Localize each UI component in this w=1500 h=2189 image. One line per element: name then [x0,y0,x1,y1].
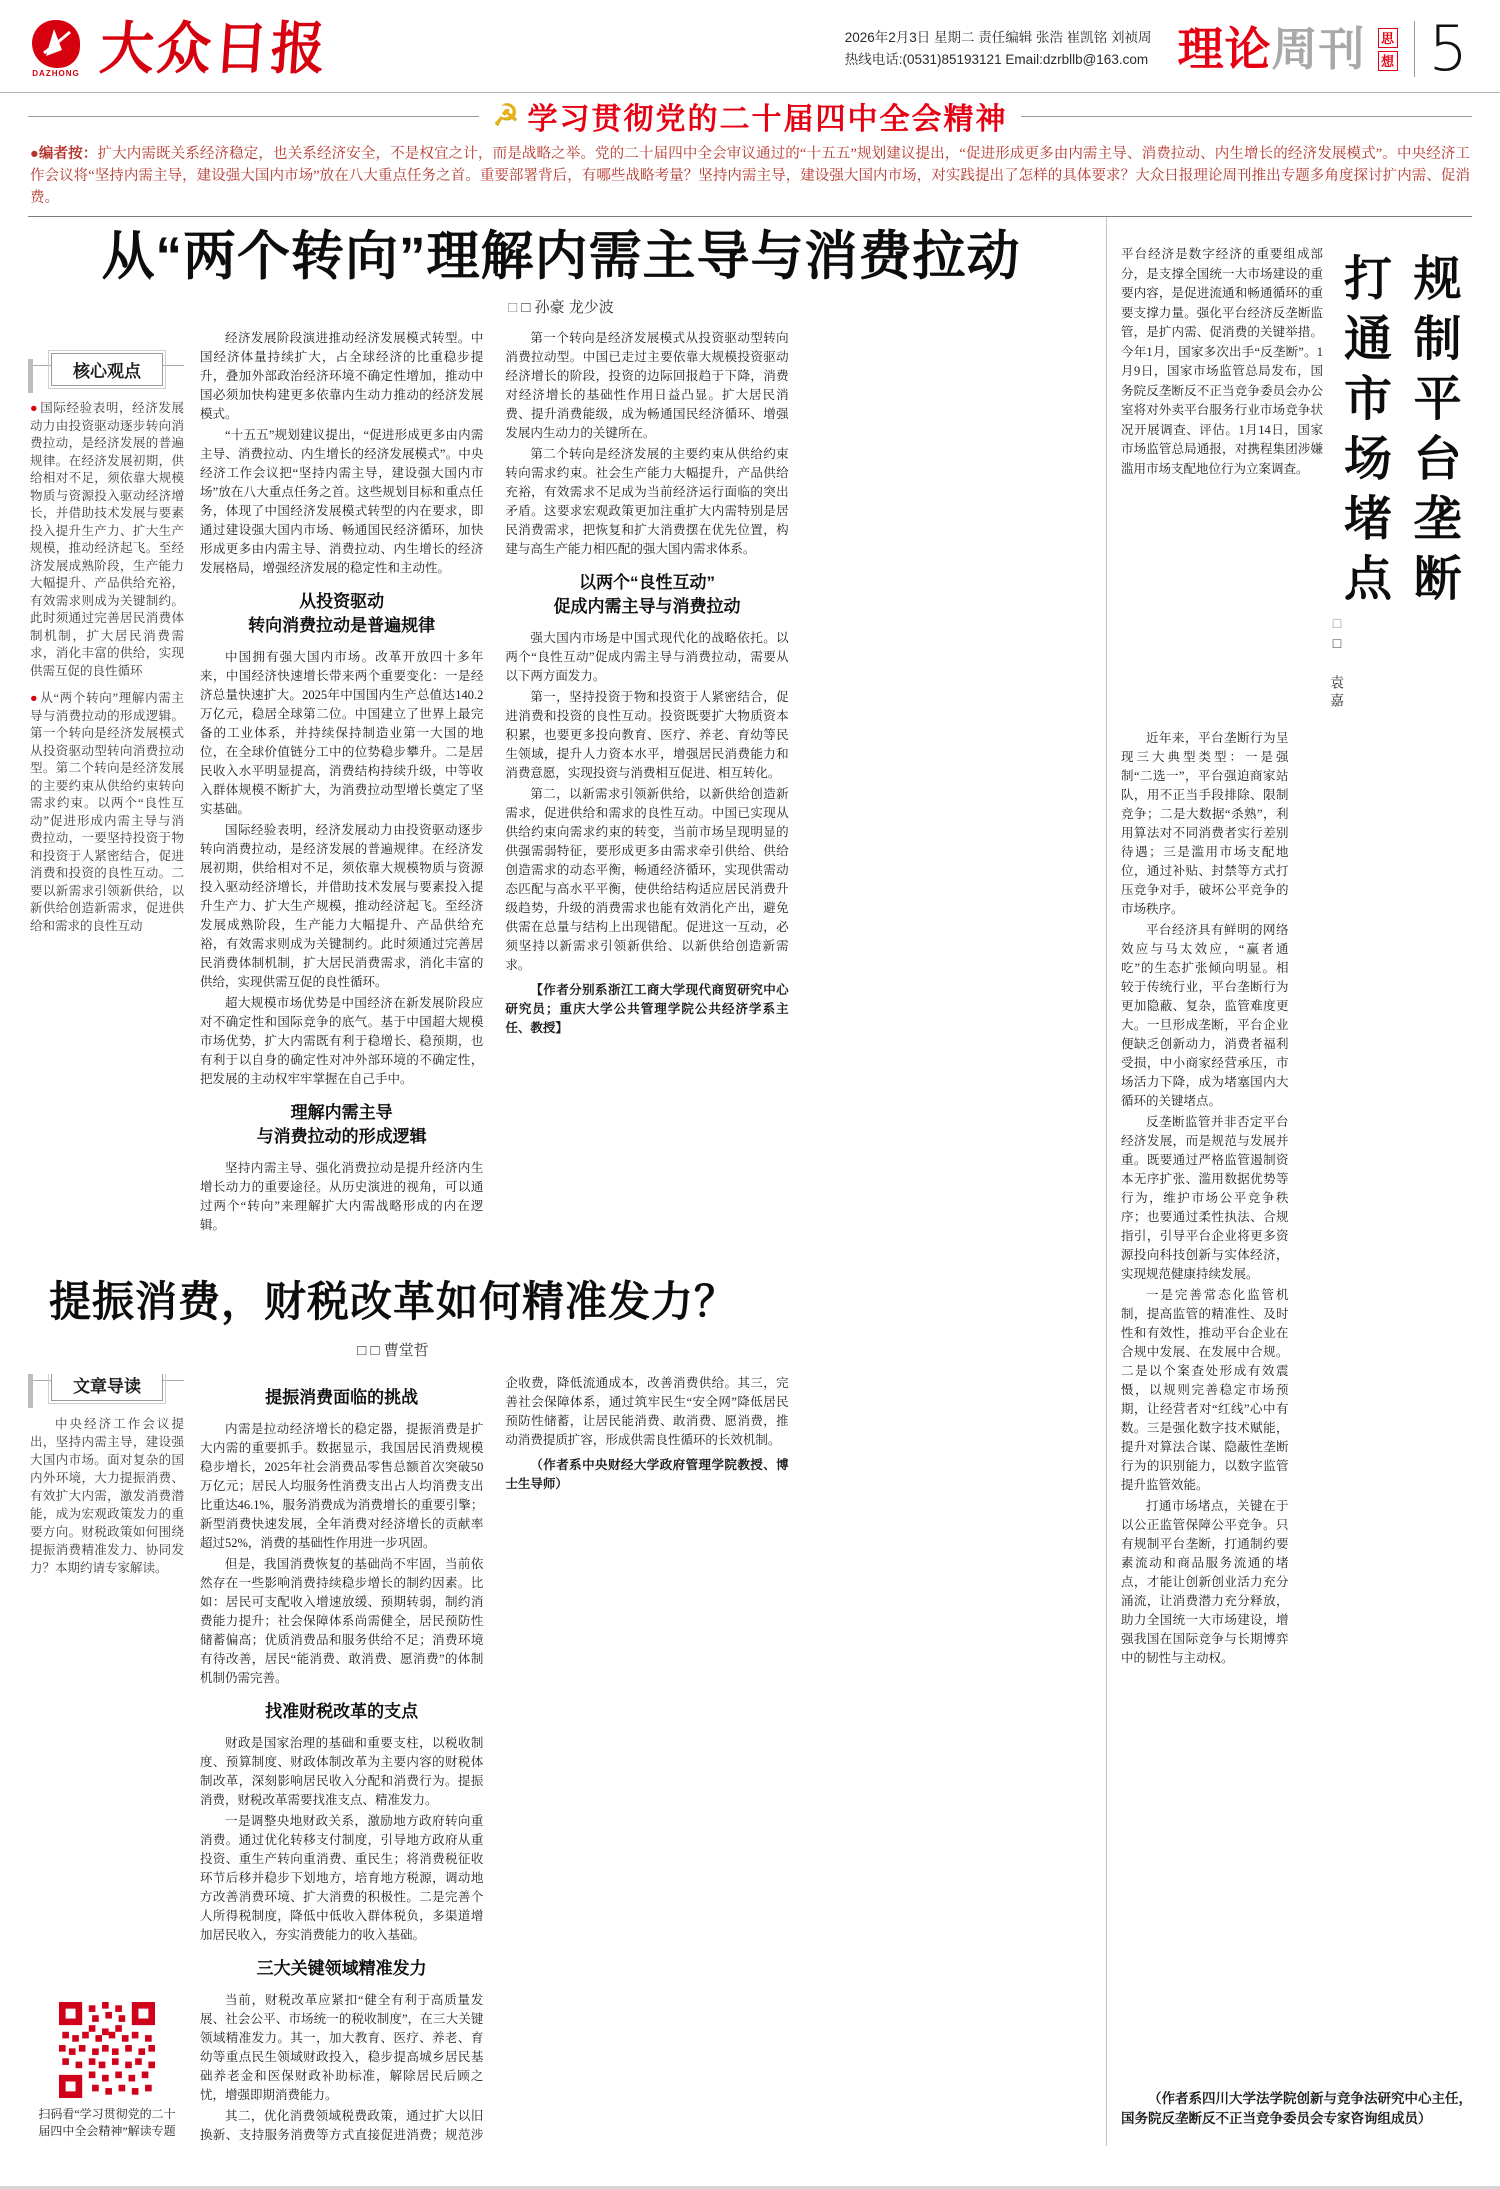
main-headline: 从“两个转向”理解内需主导与消费拉动 [101,227,1021,286]
article-paragraph: 第二，以新需求引领新供给，以新供给创造新需求，促进供给和需求的良性互动。中国已实现从供给约束向需求约束的转变，当前市场呈现明显的供强需弱特征，要形成更多由需求牵引供给、供给创造需求的动态平衡，畅通经济循环，实现供需动态匹配与高水平平衡，使供给结构适应居民消费升级趋势，升级的消费需求也能有效消化产出，避免供需在总量与结构上出现错配。促进这一互动，必须坚持以新需求引领新供给、以新供给创造新需求。 [505,787,789,973]
party-emblem-icon: ☭ [492,99,520,132]
section-title [1177,23,1366,75]
vertical-headline-line2: 打通市场堵点 [1336,253,1390,613]
author-attribution: （作者系中央财经大学政府管理学院教授、博士生导师） [505,1458,789,1492]
header-meta [845,27,1152,71]
article-paragraph: “十五五”规划建议提出，“促进形成更多由内需主导、消费拉动、内生增长的经济发展模式”。中央经济工作会议把“坚持内需主导，建设强大国内市场”放在八大重点任务之首。这些规划目标和重点任务，体现了中国经济发展模式转型的内在要求，即通过建设强大国内市场、畅通国民经济循环，加快形成更多由内需主导、消费拉动、内生增长的经济发展格局，增强经济发展的稳定性和主动性。 [200,428,484,576]
qr-caption: 扫码看“学习贯彻党的二十届四中全会精神”解读专题 [38,2107,176,2139]
right-article-columns [1121,729,1472,2079]
article-subhead: 找准财税改革的支点 [265,1702,419,1722]
core-box-ornament [30,362,184,386]
article-paragraph: 一是完善常态化监管机制，提高监管的精准性、及时性和有效性，推动平台企业在合规中发展、在发展中合规。二是以个案查处形成有效震慑，以规则完善稳定市场预期，让经营者对“红线”心中有数。三是强化数字技术赋能，提升对算法合谋、隐蔽性垄断行为的识别能力，以数字监管提升监管效能。 [1121,1288,1289,1492]
edition-tag-char: 想 [1378,51,1398,71]
article-paragraph: 第一个转向是经济发展模式从投资驱动型转向消费拉动型。中国已走过主要依靠大规模投资驱动经济增长的阶段，投资的边际回报趋于下降，消费对经济增长的基础性作用日益凸显。扩大居民消费、提升消费能级，成为畅通国民经济循环、增强发展内生动力的关键所在。 [505,331,789,441]
qr-code [59,2002,155,2098]
editor-note-label: ●编者按： [30,146,98,162]
edition-tag [1378,28,1398,71]
main-authors: □ 孙豪 龙少波 [521,299,614,317]
section-title-red: 理论 [1177,23,1272,75]
section-title-gray: 周刊 [1271,23,1366,75]
second-byline [28,1339,758,1360]
header-divider [1414,21,1415,77]
main-article-columns [200,329,1094,1247]
article-paragraph: 超大规模市场优势是中国经济在新发展阶段应对不确定性和国际竞争的底气。基于中国超大规模市场优势，扩大内需既有利于稳增长、稳预期，也有利于以自身的确定性对冲外部环境的不确定性，把发展的主动权牢牢掌握在自己手中。 [200,996,484,1087]
article-paragraph: 平台经济具有鲜明的网络效应与马太效应，“赢者通吃”的生态扩张倾向明显。相较于传统行业，平台垄断行为更加隐蔽、复杂，监管难度更大。一旦形成垄断，平台企业便缺乏创新动力，消费者福利受损，中小商家经营承压，市场活力下降，成为堵塞国内大循环的关键堵点。 [1121,923,1289,1108]
page-number: 5 [1428,12,1468,85]
box-cap [28,359,33,393]
article-subhead: 理解内需主导 与消费拉动的形成逻辑 [256,1103,427,1147]
hotline-line: 热线电话:(0531)85193121 Email:dzrbllb@163.com [844,52,1149,67]
article-paragraph: 当前，财税改革应紧扣“健全有利于高质量发展、社会公平、市场统一的税收制度”，在三大关键领域精准发力。其一，加大教育、医疗、养老、育幼等重点民生领域财政投入，稳步提高城乡居民基础养老金和医保财政补助标准，解除居民后顾之忧，增强即期消费能力。 [200,1993,484,2103]
article-paragraph: 强大国内市场是中国式现代化的战略依托。以两个“良性互动”促成内需主导与消费拉动，需要从以下两方面发力。 [505,631,789,684]
guide-box-title: 文章导读 [51,1374,163,1401]
right-author-attribution: （作者系四川大学法学院创新与竞争法研究中心主任，国务院反垄断反不正当竞争委员会专家咨询组成员） [1121,2091,1472,2126]
article-paragraph: 第二个转向是经济发展的主要约束从供给约束转向需求约束。社会生产能力大幅提升，产品供给充裕，有效需求不足成为当前经济运行面临的突出矛盾。这要求宏观政策更加注重扩大内需特别是居民消费需求，把恢复和扩大消费摆在优先位置，构建与高生产能力相匹配的强大国内需求体系。 [505,447,789,557]
main-article [28,227,1094,1247]
second-article-columns [200,1374,1094,2146]
right-vertical-headline [1323,245,1472,715]
article-paragraph: 坚持内需主导、强化消费拉动是提升经济内生增长动力的重要途径。从历史演进的视角，可以通过两个“转向”来理解扩大内需战略形成的内在逻辑。 [200,1161,484,1233]
article-paragraph: 近年来，平台垄断行为呈现三大典型类型：一是强制“二选一”，平台强迫商家站队，用不正当手段排除、限制竞争；二是大数据“杀熟”，利用算法对不同消费者实行差别待遇；三是滥用市场支配地位，通过补贴、封禁等方式打压竞争对手，破坏公平竞争的市场秩序。 [1121,731,1289,916]
newspaper-name: 大众日报 [97,17,331,81]
bullet-icon: ● [30,401,39,416]
article-paragraph: 中国拥有强大国内市场。改革开放四十多年来，中国经济快速增长带来两个重要变化：一是经济总量快速扩大。2025年中国国内生产总值达140.2万亿元，稳居全球第二位。中国建立了世界上最完备的工业体系，并持续保持制造业第一大国的地位，在全球价值链分工中的位势稳步攀升。二是居民收入水平明显提高，消费结构持续升级，中等收入群体规模不断扩大，为消费拉动型增长奠定了坚实基础。 [200,650,484,817]
byline-square-icon: □ [357,1342,367,1360]
bullet-icon: ● [30,691,39,706]
article-paragraph: 其二，优化消费领域税费政策，通过扩大以旧换新、支持服务消费等方式直接促进消费；规范涉企收费，降低流通成本，改善消费供给。其三，完善社会保障体系，通过筑牢民生“安全网”降低居民预防性储蓄，让居民能消费、敢消费、愿消费，推动消费提质扩容，形成供需良性循环的长效机制。 [200,1376,789,2143]
article-paragraph: 反垄断监管并非否定平台经济发展，而是规范与发展并重。既要通过严格监管遏制资本无序扩张、滥用数据优势等行为，维护市场公平竞争秩序；也要通过柔性执法、合规指引，引导平台企业将更多资源投向科技创新与实体经济，实现规范健康持续发展。 [1121,1115,1289,1281]
article-paragraph: 国际经验表明，经济发展动力由投资驱动逐步转向消费拉动，是经济发展的普遍规律。在经济发展初期，供给相对不足，须依靠大规模物质与资源投入驱动经济增长，并借助技术发展与要素投入提升生产力、扩大生产规模，推动经济起飞。至经济发展成熟阶段，生产能力大幅提升、产品供给充裕，有效需求则成为关键制约。此时须通过完善居民消费体制机制，扩大居民消费需求，消化丰富的供给，实现供需互促的良性循环。 [200,823,484,990]
article-subhead: 三大关键领域精准发力 [256,1959,427,1979]
guide-box [30,1377,184,1577]
core-viewpoint-item: ● 从“两个转向”理解内需主导与消费拉动的形成逻辑。第一个转向是经济发展模式从投资驱动型转向消费拉动型。第二个转向是经济发展的主要约束从供给约束转向需求约束。以两个“良性互动”促进形成内需主导与消费拉动，一要坚持投资于物和投资于人紧密结合，促进消费和投资的良性互动。二要以新需求引领新供给，以新供给创造新需求，促进供给和需求的良性互动 [30,691,184,933]
qr-block [30,2002,184,2146]
article-paragraph: 第一，坚持投资于物和投资于人紧密结合，促进消费和投资的良性互动。投资既要扩大物质资本积累，也要更多投向教育、医疗、养老、育幼等民生领域，提升人力资本水平，增强居民消费能力和消费意愿，实现投资与消费相互促进、相互转化。 [505,690,789,781]
article-paragraph: 内需是拉动经济增长的稳定器，提振消费是扩大内需的重要抓手。数据显示，我国居民消费规模稳步增长，2025年社会消费品零售总额首次突破50万亿元；居民人均服务性消费支出占人均消费支出比重达46.1%，服务消费成为消费增长的重要引擎；新型消费快速发展，全年消费对经济增长的贡献率超过52%，消费的基础性作用进一步巩固。 [200,1422,484,1551]
second-article [28,1269,1094,2146]
editor-note-text: 扩大内需既关系经济稳定，也关系经济安全，不是权宜之计，而是战略之举。党的二十届四中全会审议通过的“十五五”规划建议提出，“促进形成更多由内需主导、消费拉动、内生增长的经济发展模式”。中央经济工作会议将“坚持内需主导，建设强大国内市场”放在八大重点任务之首。重要部署背后，有哪些战略考量？坚持内需主导，建设强大国内市场，对实践提出了怎样的具体要求？大众日报理论周刊推出专题多角度探讨扩内需、促消费。 [30,146,1470,206]
right-authors: □ 袁嘉 [1329,635,1345,711]
masthead [28,10,1472,88]
main-byline [28,296,1094,317]
article-subhead: 提振消费面临的挑战 [265,1388,419,1408]
article-subhead: 从投资驱动 转向消费拉动是普遍规律 [248,592,436,636]
core-viewpoint-item: ● 国际经验表明，经济发展动力由投资驱动逐步转向消费拉动，是经济发展的普遍规律。在经济发展初期，供给相对不足，须依靠大规模物质与资源投入驱动经济增长，并借助技术发展与要素投入提升生产力、扩大生产规模，推动经济起飞。至经济发展成熟阶段，生产能力大幅提升、产品供给充裕，有效需求则成为关键制约。此时须通过完善居民消费体制机制，扩大居民消费需求，消化丰富的供给，实现供需互促的良性循环 [30,401,184,678]
right-article [1106,217,1472,2146]
vertical-headline-line1: 规制平台垄断 [1406,253,1460,613]
second-authors: □ 曹堂哲 [370,1342,429,1360]
second-headline: 提振消费，财税改革如何精准发力？ [48,1278,737,1326]
date-line: 2026年2月3日 星期二 责任编辑 张浩 崔凯铭 刘祯周 [844,30,1152,45]
article-paragraph: 一是调整央地财政关系，激励地方政府转向重消费。通过优化转移支付制度，引导地方政府从重投资、重生产转向重消费、重民生；将消费税征收环节后移并稳步下划地方，培育地方税源，调动地方改善消费环境、扩大消费的积极性。二是完善个人所得税制度，降低中低收入群体税负，多渠道增加居民收入，夯实消费能力的收入基础。 [200,1814,484,1943]
byline-square-icon: □ [1329,615,1345,635]
dazhong-emblem-icon [32,20,80,68]
theme-banner [28,93,1472,139]
article-paragraph: 经济发展阶段演进推动经济发展模式转型。中国经济体量持续扩大，占全球经济的比重稳步提升，叠加外部政治经济环境不确定性增加，推动中国必须加快构建更多依靠内生动力推动的经济发展模式。 [200,331,484,422]
article-subhead: 以两个“良性互动” 促成内需主导与消费拉动 [553,573,741,617]
author-attribution: 【作者分别系浙江工商大学现代商贸研究中心研究员；重庆大学公共管理学院公共经济学系主任、教授】 [505,983,789,1036]
masthead-logo-en: DAZHONG [32,69,80,78]
right-article-byline [1327,615,1347,711]
editor-note [30,143,1470,209]
second-left-rail [30,1377,184,2146]
core-box-title: 核心观点 [51,353,163,386]
article-paragraph: 财政是国家治理的基础和重要支柱，以税收制度、预算制度、财政体制改革为主要内容的财税体制改革，深刻影响居民收入分配和消费行为。提振消费，财税改革需要找准支点、精准发力。 [200,1736,484,1808]
banner-title: 学习贯彻党的二十届四中全会精神 [527,103,1008,136]
masthead-logo [32,20,80,78]
guide-box-ornament [30,1377,184,1401]
edition-tag-char: 思 [1378,28,1398,48]
article-paragraph: 但是，我国消费恢复的基础尚不牢固，当前依然存在一些影响消费持续稳步增长的制约因素。比如：居民可支配收入增速放缓、预期转弱，制约消费能力提升；社会保障体系尚需健全，居民预防性储蓄偏高；优质消费品和服务供给不足；消费环境有待改善，居民“能消费、敢消费、愿消费”的体制机制仍需完善。 [200,1557,484,1686]
article-paragraph: 打通市场堵点，关键在于以公正监管保障公平竞争。只有规制平台垄断，打通制约要素流动和商品服务流通的堵点，才能让创新创业活力充分涌流，让消费潜力充分释放，助力全国统一大市场建设，增强我国在国际竞争与长期博弈中的韧性与主动权。 [1121,1499,1289,1665]
guide-box-text: 中央经济工作会议提出，坚持内需主导，建设强大国内市场。面对复杂的国内外环境，大力提振消费、有效扩大内需，激发消费潜能，成为宏观政策发力的重要方向。财税政策如何围绕提振消费精准发力、协同发力？本期约请专家解读。 [30,1417,184,1576]
core-viewpoints-box [30,362,184,1247]
right-article-lead: 平台经济是数字经济的重要组成部分，是支撑全国统一大市场建设的重要内容，是促进流通和畅通循环的重要支撑力量。强化平台经济反垄断监管，是扩内需、促消费的关键举措。今年1月，国家多次出手“反垄断”。1月9日，国家市场监管总局发布，国务院反垄断反不正当竞争委员会办公室将对外卖平台服务行业市场竞争状况开展调查、评估。1月14日，国家市场监管总局通报，对携程集团涉嫌滥用市场支配地位行为立案调查。 [1121,247,1323,476]
byline-square-icon: □ [508,299,518,317]
core-box-bullets [30,400,184,935]
box-cap [28,1374,33,1408]
